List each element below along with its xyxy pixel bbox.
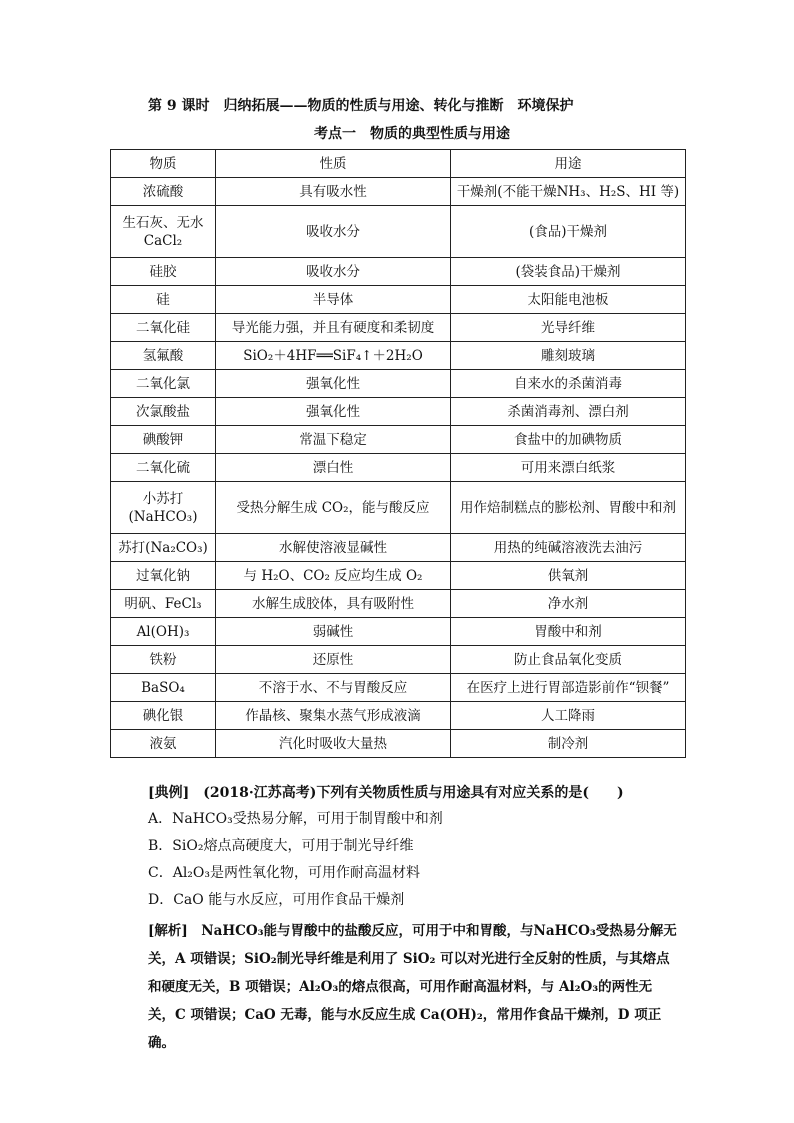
table-row: [111, 674, 686, 702]
cell-substance: 小苏打(NaHCO₃): [111, 482, 216, 534]
cell-property: 还原性: [216, 646, 451, 674]
analysis-paragraph: [解析] NaHCO₃能与胃酸中的盐酸反应，可用于中和胃酸，与NaHCO₃受热易分解无关，A 项错误；SiO₂制光导纤维是利用了 SiO₂ 可以对光进行全反射的性质，与其熔点和硬度无关，B 项错误；Al₂O₃的熔点很高，可用作耐高温材料，与 Al₂O₃的两性无关，C 项错误；CaO 无毒，能与水反应生成 Ca(OH)₂，常用作食品干燥剂，D 项正确。: [148, 923, 677, 1051]
table-row: [111, 646, 686, 674]
table-row: [111, 562, 686, 590]
table-row: [111, 286, 686, 314]
option-a: A．NaHCO₃受热易分解，可用于制胃酸中和剂: [148, 811, 443, 827]
cell-substance: 硅胶: [111, 258, 216, 286]
cell-property: 强氧化性: [216, 398, 451, 426]
cell-use: (食品)干燥剂: [451, 206, 686, 258]
cell-use: 可用来漂白纸浆: [451, 454, 686, 482]
cell-property: 吸收水分: [216, 258, 451, 286]
cell-use: (袋装食品)干燥剂: [451, 258, 686, 286]
substance-table: [110, 149, 686, 758]
cell-substance: 过氧化钠: [111, 562, 216, 590]
table-row: [111, 342, 686, 370]
cell-property: 常温下稳定: [216, 426, 451, 454]
cell-substance: 碘化银: [111, 702, 216, 730]
cell-substance: 生石灰、无水CaCl₂: [111, 206, 216, 258]
cell-use: 自来水的杀菌消毒: [451, 370, 686, 398]
table-row: [111, 454, 686, 482]
table-row: [111, 730, 686, 758]
header-substance: 物质: [111, 150, 216, 178]
cell-substance: 明矾、FeCl₃: [111, 590, 216, 618]
cell-substance: 二氧化氯: [111, 370, 216, 398]
cell-substance: 苏打(Na₂CO₃): [111, 534, 216, 562]
cell-use: 雕刻玻璃: [451, 342, 686, 370]
cell-use: 光导纤维: [451, 314, 686, 342]
cell-substance: 氢氟酸: [111, 342, 216, 370]
cell-property: 弱碱性: [216, 618, 451, 646]
cell-property: 具有吸水性: [216, 178, 451, 206]
example-stem: [典例] (2018·江苏高考)下列有关物质性质与用途具有对应关系的是( ): [148, 785, 624, 801]
cell-substance: 浓硫酸: [111, 178, 216, 206]
cell-use: 净水剂: [451, 590, 686, 618]
cell-property: 作晶核、聚集水蒸气形成液滴: [216, 702, 451, 730]
cell-property: 受热分解生成 CO₂，能与酸反应: [216, 482, 451, 534]
cell-property: 水解使溶液显碱性: [216, 534, 451, 562]
section-subtitle: 考点一 物质的典型性质与用途: [314, 126, 510, 142]
table-row: [111, 702, 686, 730]
table-row: [111, 370, 686, 398]
cell-use: 制冷剂: [451, 730, 686, 758]
cell-property: 汽化时吸收大量热: [216, 730, 451, 758]
table-row: [111, 618, 686, 646]
cell-substance: 液氨: [111, 730, 216, 758]
cell-substance: 碘酸钾: [111, 426, 216, 454]
cell-use: 在医疗上进行胃部造影前作“钡餐”: [451, 674, 686, 702]
table-row: [111, 398, 686, 426]
cell-substance: 二氧化硅: [111, 314, 216, 342]
header-property: 性质: [216, 150, 451, 178]
cell-property: 与 H₂O、CO₂ 反应均生成 O₂: [216, 562, 451, 590]
option-d: D．CaO 能与水反应，可用作食品干燥剂: [148, 892, 405, 908]
table-row: [111, 258, 686, 286]
cell-use: 供氧剂: [451, 562, 686, 590]
cell-property: 水解生成胶体，具有吸附性: [216, 590, 451, 618]
cell-property: 吸收水分: [216, 206, 451, 258]
cell-property: 不溶于水、不与胃酸反应: [216, 674, 451, 702]
table-row: [111, 426, 686, 454]
cell-use: 太阳能电池板: [451, 286, 686, 314]
header-use: 用途: [451, 150, 686, 178]
table-row: [111, 482, 686, 534]
cell-use: 食盐中的加碘物质: [451, 426, 686, 454]
cell-property: SiO₂＋4HF══SiF₄↑＋2H₂O: [216, 342, 451, 370]
option-c: C．Al₂O₃是两性氧化物，可用作耐高温材料: [148, 865, 421, 881]
cell-property: 半导体: [216, 286, 451, 314]
table-header-row: [111, 150, 686, 178]
cell-substance: 二氧化硫: [111, 454, 216, 482]
cell-substance: 铁粉: [111, 646, 216, 674]
option-b: B．SiO₂熔点高硬度大，可用于制光导纤维: [148, 838, 414, 854]
cell-use: 防止食品氧化变质: [451, 646, 686, 674]
cell-property: 强氧化性: [216, 370, 451, 398]
cell-property: 导光能力强，并且有硬度和柔韧度: [216, 314, 451, 342]
cell-use: 干燥剂(不能干燥NH₃、H₂S、HI 等): [451, 178, 686, 206]
cell-use: 胃酸中和剂: [451, 618, 686, 646]
table-row: [111, 314, 686, 342]
cell-substance: BaSO₄: [111, 674, 216, 702]
cell-property: 漂白性: [216, 454, 451, 482]
cell-use: 人工降雨: [451, 702, 686, 730]
cell-use: 用作焙制糕点的膨松剂、胃酸中和剂: [451, 482, 686, 534]
cell-substance: 次氯酸盐: [111, 398, 216, 426]
cell-use: 用热的纯碱溶液洗去油污: [451, 534, 686, 562]
cell-substance: 硅: [111, 286, 216, 314]
cell-use: 杀菌消毒剂、漂白剂: [451, 398, 686, 426]
cell-substance: Al(OH)₃: [111, 618, 216, 646]
table-row: [111, 178, 686, 206]
table-row: [111, 206, 686, 258]
table-row: [111, 590, 686, 618]
lesson-title: 第 9 课时 归纳拓展——物质的性质与用途、转化与推断 环境保护: [148, 98, 574, 114]
table-row: [111, 534, 686, 562]
